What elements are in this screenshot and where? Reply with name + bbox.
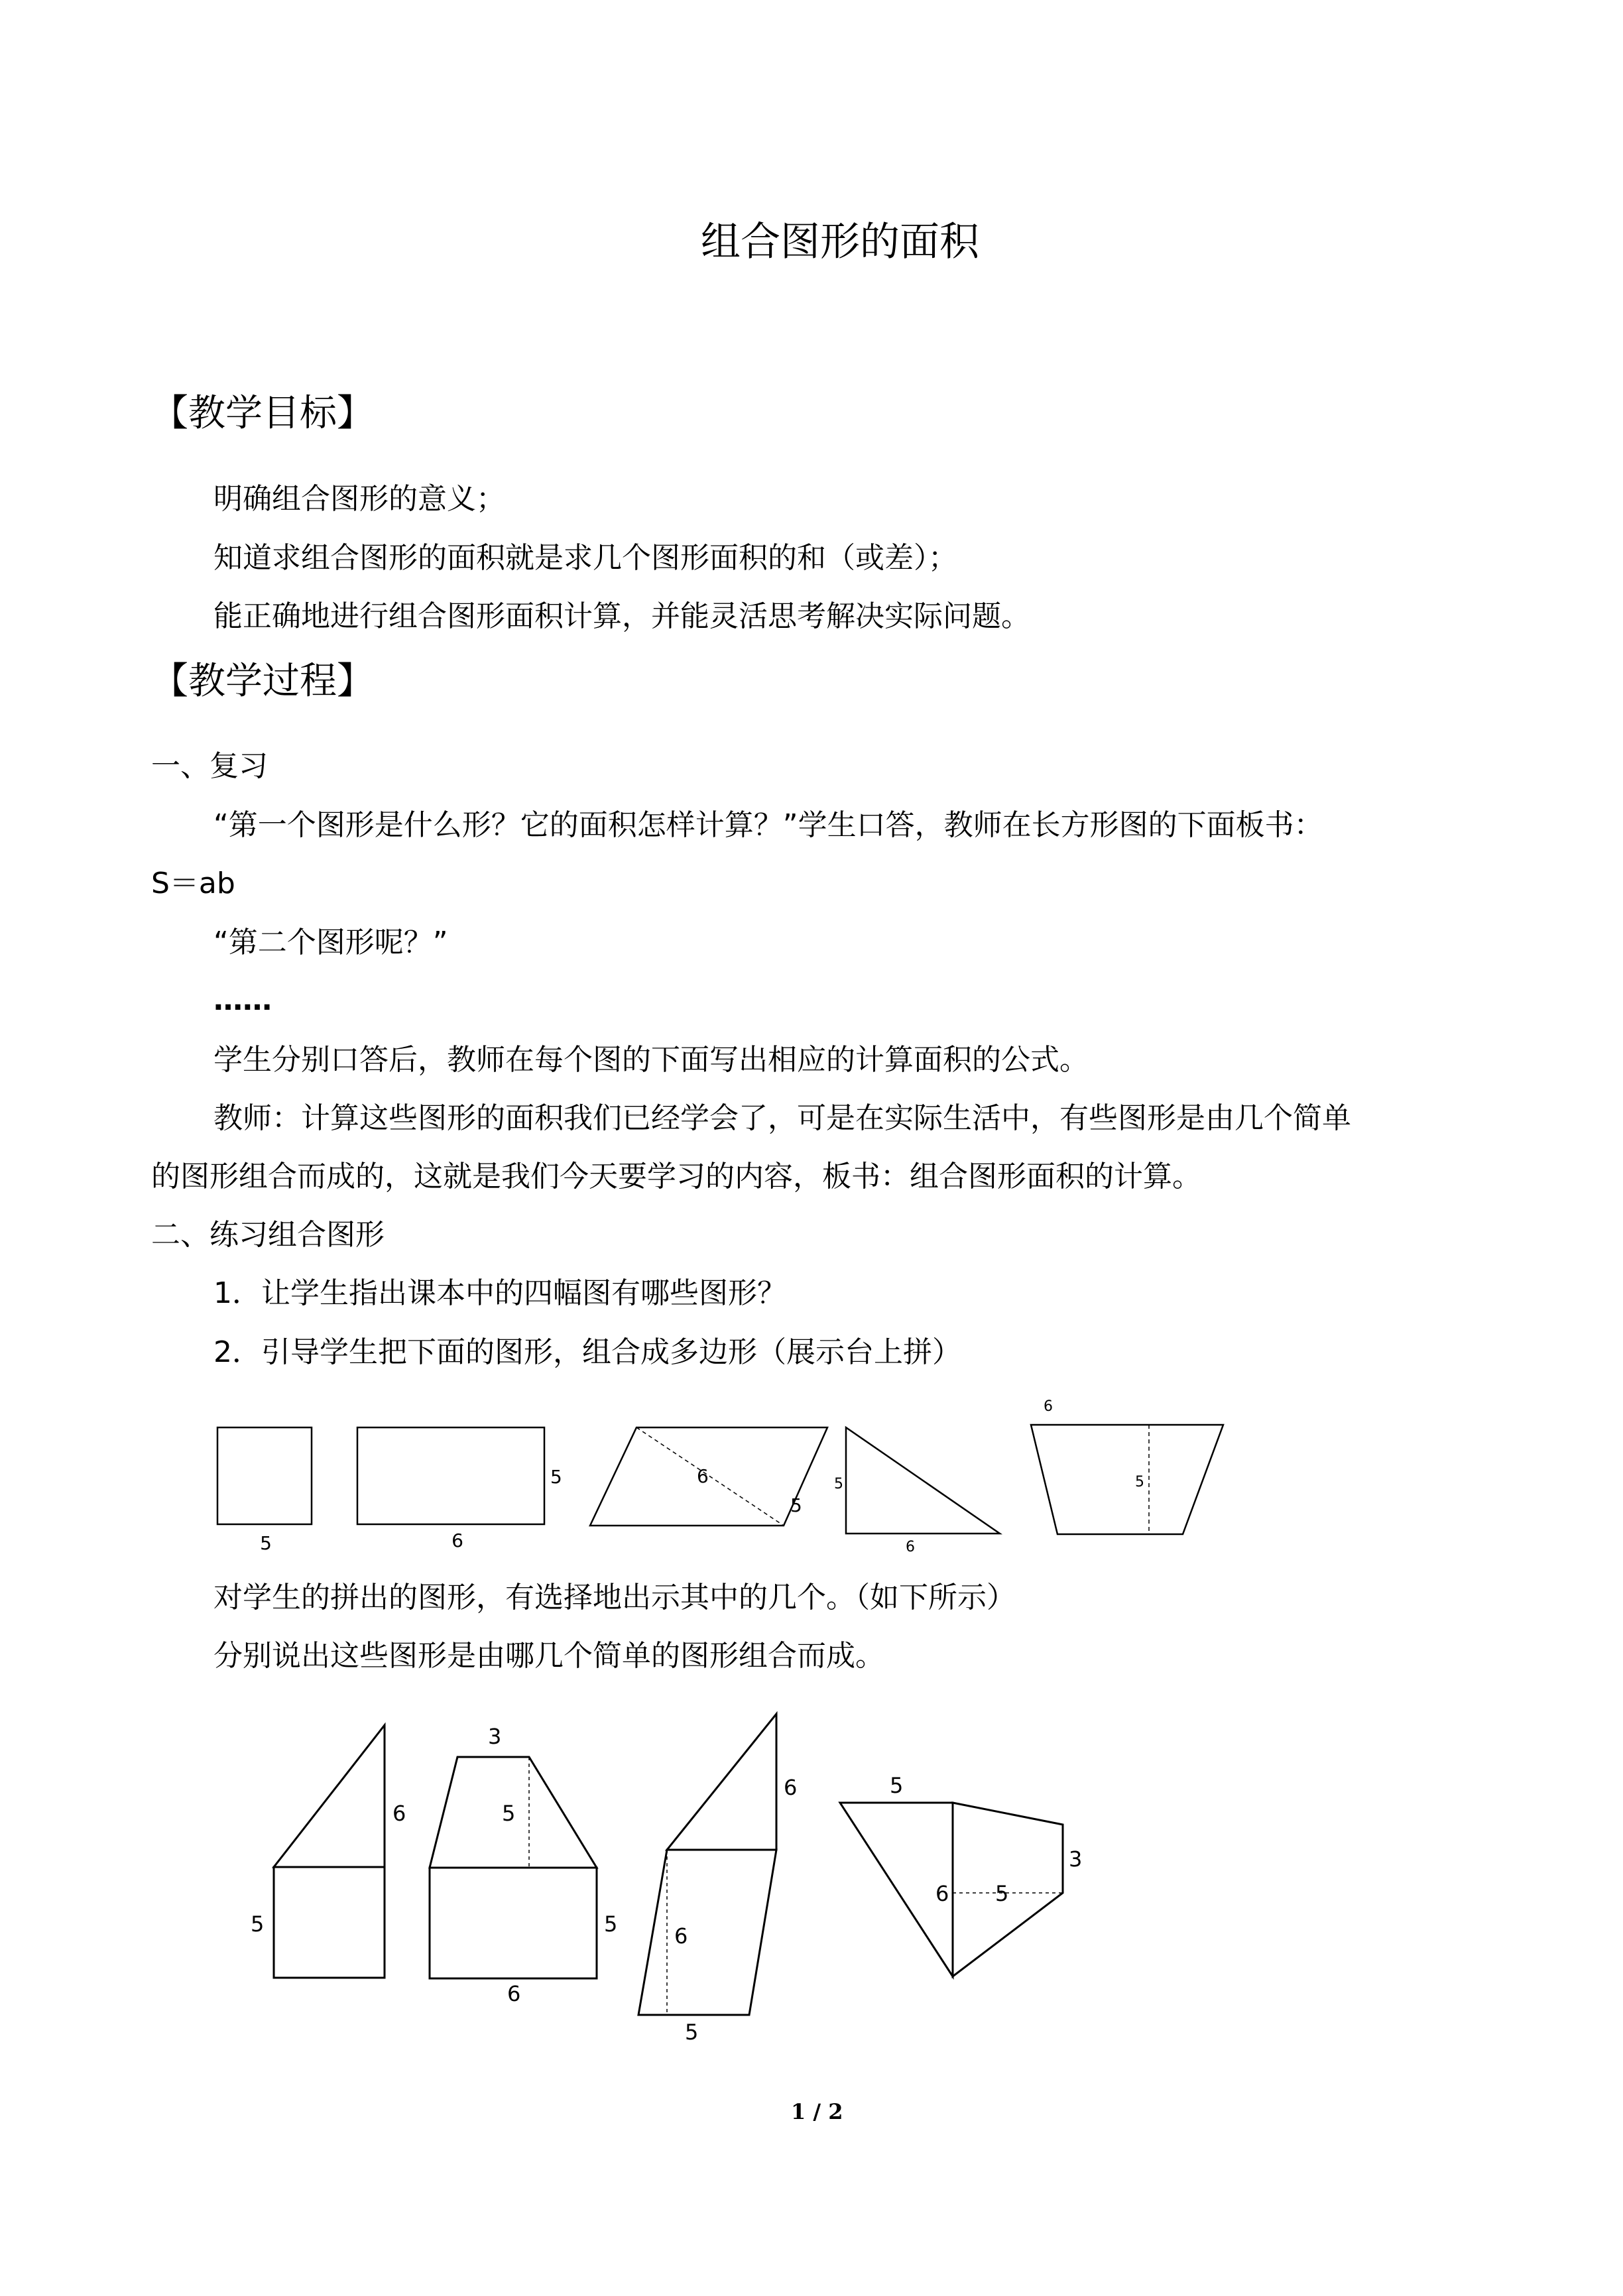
parallelogram-inner-label: 6: [697, 1465, 709, 1487]
process-heading: 【教学过程】: [151, 660, 374, 703]
composite-c-base-label: 5: [685, 2020, 699, 2045]
triangle-height-label: 5: [834, 1476, 843, 1492]
composite-c-parallelogram-label: 6: [674, 1923, 688, 1949]
composite-c-parallelogram: [638, 1850, 776, 2015]
practice-item-1: 1．让学生指出课本中的四幅图有哪些图形？: [213, 1276, 786, 1310]
composite-b-side-label: 5: [604, 1911, 618, 1937]
composite-c-triangle: [667, 1714, 776, 1850]
practice-paragraph-1: 对学生的拼出的图形，有选择地出示其中的几个。（如下所示）: [213, 1581, 1016, 1614]
parallelogram-side-label: 5: [790, 1494, 802, 1516]
objectives-heading: 【教学目标】: [151, 392, 374, 435]
composite-d-middle-label: 5: [995, 1881, 1009, 1906]
composite-a-triangle-label: 6: [392, 1801, 406, 1826]
trapezoid-height-label: 5: [1135, 1474, 1144, 1490]
composite-b-top-label: 3: [488, 1724, 502, 1749]
review-paragraph-2-line-2: 的图形组合而成的，这就是我们今天要学习的内容，板书：组合图形面积的计算。: [151, 1160, 1201, 1193]
review-formula: S＝ab: [151, 867, 235, 900]
practice-paragraph-2: 分别说出这些图形是由哪几个简单的图形组合而成。: [213, 1639, 884, 1673]
review-question-2: “第二个图形呢？”: [213, 926, 448, 959]
composite-a-square: [274, 1867, 385, 1978]
square-side-label: 5: [260, 1532, 272, 1554]
composite-d-top-label: 5: [890, 1773, 904, 1798]
composite-b-rectangle: [430, 1868, 597, 1978]
review-question-1: “第一个图形是什么形？它的面积怎样计算？”学生口答，教师在长方形图的下面板书：: [213, 808, 1323, 842]
objective-1: 明确组合图形的意义；: [213, 482, 505, 516]
page-title: 组合图形的面积: [701, 219, 979, 265]
rectangle-height-label: 5: [550, 1466, 562, 1488]
triangle-base-label: 6: [906, 1539, 915, 1555]
objective-3: 能正确地进行组合图形面积计算，并能灵活思考解决实际问题。: [213, 599, 1030, 633]
objective-2: 知道求组合图形的面积就是求几个图形面积的和（或差）；: [213, 541, 957, 575]
trapezoid-top-label: 6: [1044, 1398, 1053, 1415]
review-paragraph-1: 学生分别口答后，教师在每个图的下面写出相应的计算面积的公式。: [213, 1043, 1089, 1077]
composite-a-square-label: 5: [251, 1911, 265, 1937]
rectangle-width-label: 6: [451, 1530, 463, 1551]
composite-b-height-label: 5: [502, 1801, 516, 1826]
review-paragraph-2-line-1: 教师：计算这些图形的面积我们已经学会了，可是在实际生活中，有些图形是由几个简单: [213, 1101, 1351, 1135]
composite-c-triangle-label: 6: [784, 1775, 798, 1800]
composite-d-right-label: 3: [1069, 1846, 1083, 1872]
composite-d-left-label: 6: [935, 1881, 949, 1906]
review-ellipsis: ……: [213, 983, 272, 1017]
review-heading: 一、复习: [151, 749, 268, 783]
page-number: 1 / 2: [791, 2099, 843, 2124]
practice-heading: 二、练习组合图形: [151, 1218, 385, 1252]
composite-a-triangle: [274, 1725, 385, 1867]
composite-b-base-label: 6: [507, 1981, 521, 2006]
practice-item-2: 2．引导学生把下面的图形，组合成多边形（展示台上拼）: [213, 1335, 961, 1369]
